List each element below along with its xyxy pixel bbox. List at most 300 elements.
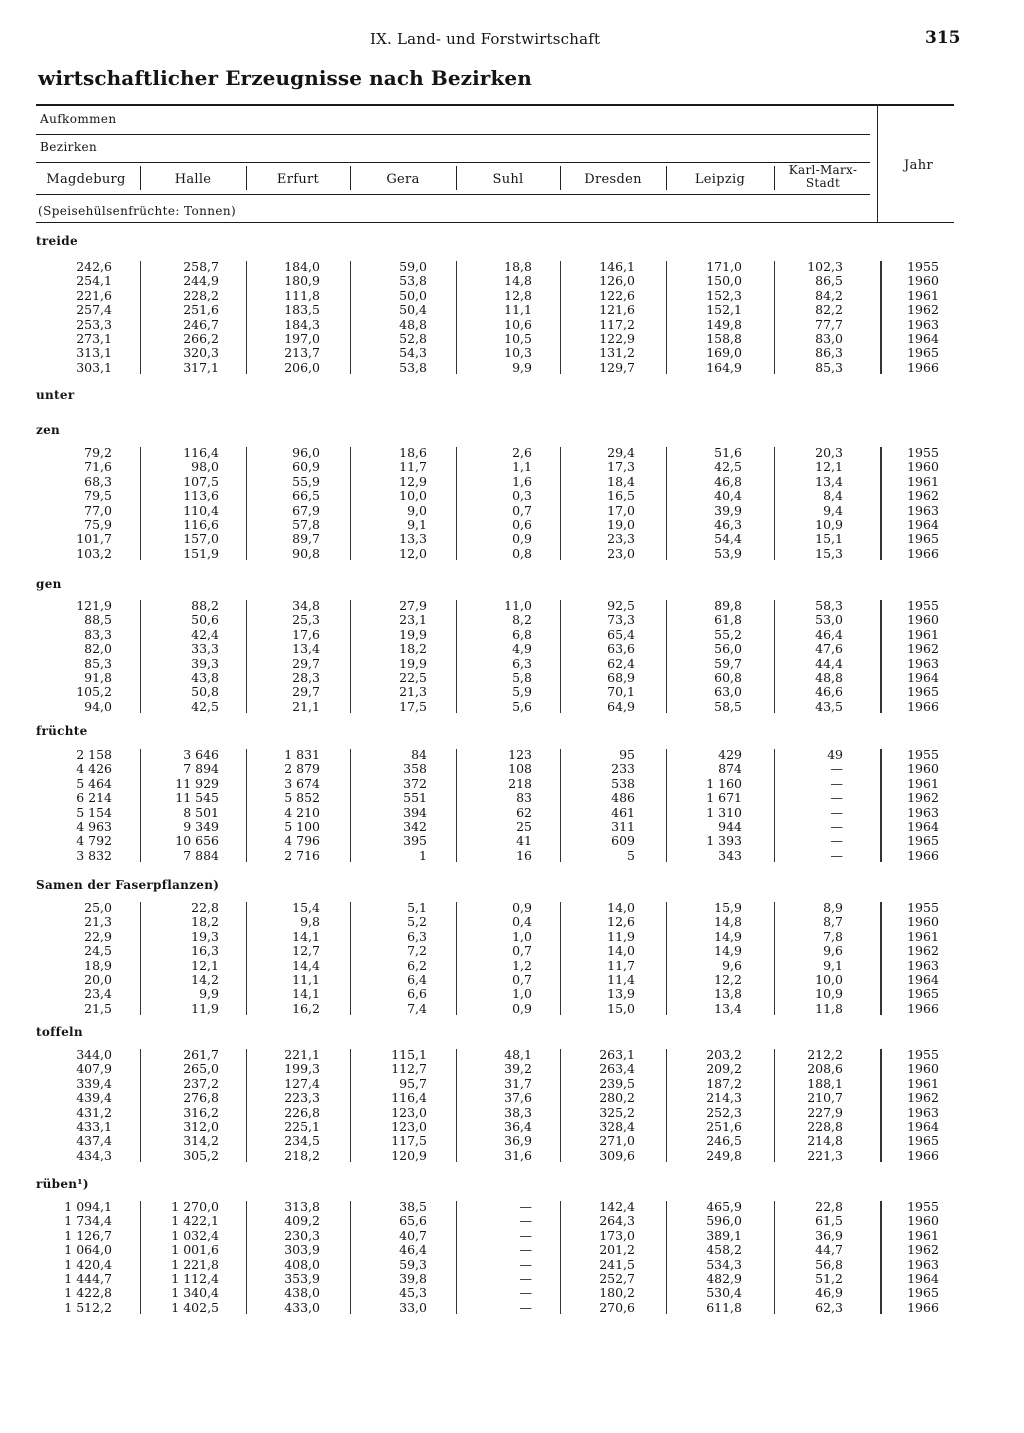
value-cell: 395 — [403, 833, 427, 849]
table-row — [0, 1077, 1024, 1091]
value-cell: 1 064,0 — [64, 1242, 112, 1258]
table-row — [0, 700, 1024, 714]
value-cell: 7,2 — [407, 943, 427, 959]
value-cell: 13,4 — [815, 473, 843, 489]
value-cell: 21,5 — [84, 1000, 112, 1016]
header-bottom-rule — [36, 222, 954, 223]
value-cell: 11,0 — [504, 598, 532, 613]
value-cell: 8,4 — [823, 488, 843, 504]
value-cell: 1 340,4 — [171, 1285, 219, 1301]
table-row — [0, 777, 1024, 791]
year-cell: 1963 — [907, 957, 939, 973]
table-row — [0, 460, 1024, 474]
table-row — [0, 657, 1024, 671]
rule-bezirken — [36, 162, 870, 163]
value-cell: 270,6 — [599, 1299, 635, 1315]
value-cell: 9,1 — [823, 957, 843, 973]
value-cell: 16,3 — [191, 943, 219, 959]
value-cell: 266,2 — [183, 331, 219, 346]
value-cell: 17,0 — [607, 502, 635, 518]
table-row — [0, 685, 1024, 699]
value-cell: 9,8 — [300, 914, 320, 930]
value-cell: 14,1 — [292, 928, 320, 944]
value-cell: 408,0 — [284, 1256, 320, 1272]
value-cell: 123,0 — [391, 1119, 427, 1134]
value-cell: — — [519, 1213, 532, 1229]
value-cell: 465,9 — [706, 1199, 742, 1214]
value-cell: 6,8 — [512, 626, 532, 642]
table-row — [0, 1229, 1024, 1243]
value-cell: 103,2 — [76, 545, 112, 561]
value-cell: 50,8 — [191, 684, 219, 700]
year-column-rule — [877, 104, 878, 222]
value-cell: 79,5 — [84, 488, 112, 504]
value-cell: 305,2 — [183, 1147, 219, 1163]
colhead-sep-3 — [350, 166, 351, 190]
value-cell: 46,9 — [815, 1285, 843, 1301]
value-cell: 18,6 — [399, 445, 427, 460]
value-cell: 358 — [403, 761, 427, 777]
value-cell: 60,8 — [714, 670, 742, 685]
value-cell: 208,6 — [807, 1061, 843, 1077]
value-cell: 14,0 — [607, 943, 635, 959]
table-row — [0, 671, 1024, 685]
value-cell: 611,8 — [706, 1299, 742, 1315]
value-cell: 56,0 — [714, 641, 742, 657]
value-cell: 6,4 — [407, 972, 427, 987]
value-cell: 17,6 — [292, 626, 320, 642]
value-cell: 122,9 — [599, 331, 635, 346]
value-cell: 9,6 — [823, 943, 843, 959]
value-cell: 149,8 — [706, 316, 742, 332]
value-cell: 38,3 — [504, 1104, 532, 1120]
colhead-erfurt: Erfurt — [276, 172, 320, 187]
value-cell: 1 831 — [284, 747, 320, 762]
year-header: Jahr — [904, 158, 934, 173]
value-cell: 0,9 — [512, 900, 532, 915]
value-cell: 42,5 — [714, 459, 742, 475]
value-cell: 23,4 — [84, 986, 112, 1002]
value-cell: 1,0 — [512, 928, 532, 944]
year-cell: 1962 — [907, 302, 939, 318]
value-cell: 123 — [508, 747, 532, 762]
colhead-magdeburg: Magdeburg — [46, 172, 126, 187]
value-cell: 12,0 — [399, 545, 427, 561]
value-cell: 5 852 — [284, 790, 320, 806]
value-cell: 50,6 — [191, 612, 219, 628]
value-cell: 1 126,7 — [64, 1227, 112, 1243]
year-cell: 1965 — [907, 833, 939, 849]
value-cell: 53,0 — [815, 612, 843, 628]
year-cell: 1966 — [907, 1147, 939, 1163]
value-cell: 1 160 — [706, 775, 742, 791]
value-cell: 2 879 — [284, 761, 320, 777]
value-cell: 429 — [718, 747, 742, 762]
year-cell: 1964 — [907, 331, 939, 346]
value-cell: 48,8 — [815, 670, 843, 685]
value-cell: 0,9 — [512, 531, 532, 547]
rule-columns — [36, 194, 870, 195]
value-cell: 13,8 — [714, 986, 742, 1002]
value-cell: 22,9 — [84, 928, 112, 944]
value-cell: 18,4 — [607, 473, 635, 489]
value-cell: — — [830, 819, 843, 834]
value-cell: 251,6 — [183, 302, 219, 318]
value-cell: 19,9 — [399, 626, 427, 642]
year-cell: 1955 — [907, 445, 939, 460]
value-cell: 226,8 — [284, 1104, 320, 1120]
colhead-karl-marx-line1: Karl-Marx- — [788, 163, 858, 177]
value-cell: 212,2 — [807, 1047, 843, 1062]
value-cell: 117,2 — [599, 316, 635, 332]
year-cell: 1962 — [907, 790, 939, 806]
value-cell: 221,6 — [76, 287, 112, 303]
value-cell: 7,8 — [823, 928, 843, 944]
value-cell: 84 — [411, 747, 427, 762]
value-cell: 6,6 — [407, 986, 427, 1002]
value-cell: 55,9 — [292, 473, 320, 489]
value-cell: 5 — [627, 847, 635, 863]
value-cell: 228,2 — [183, 287, 219, 303]
colhead-leipzig: Leipzig — [694, 172, 746, 187]
value-cell: 1 671 — [706, 790, 742, 806]
value-cell: 8,2 — [512, 612, 532, 628]
value-cell: 12,7 — [292, 943, 320, 959]
value-cell: 152,1 — [706, 302, 742, 318]
value-cell: 180,2 — [599, 1285, 635, 1301]
year-cell: 1960 — [907, 459, 939, 475]
value-cell: 102,3 — [807, 259, 843, 274]
value-cell: 82,2 — [815, 302, 843, 318]
value-cell: 33,0 — [399, 1299, 427, 1315]
value-cell: 29,4 — [607, 445, 635, 460]
value-cell: 19,3 — [191, 928, 219, 944]
value-cell: 0,6 — [512, 517, 532, 532]
value-cell: 6 214 — [76, 790, 112, 806]
value-cell: 63,0 — [714, 684, 742, 700]
value-cell: 65,4 — [607, 626, 635, 642]
value-cell: 1 444,7 — [64, 1271, 112, 1286]
value-cell: 11,8 — [815, 1000, 843, 1016]
value-cell: — — [519, 1256, 532, 1272]
table-row — [0, 303, 1024, 317]
value-cell: 90,8 — [292, 545, 320, 561]
year-cell: 1955 — [907, 747, 939, 762]
value-cell: 164,9 — [706, 359, 742, 375]
value-cell: 25,3 — [292, 612, 320, 628]
value-cell: 242,6 — [76, 259, 112, 274]
table-row — [0, 806, 1024, 820]
year-cell: 1966 — [907, 1000, 939, 1016]
value-cell: 16,5 — [607, 488, 635, 504]
value-cell: 225,1 — [284, 1119, 320, 1134]
value-cell: 58,5 — [714, 698, 742, 714]
section-label: rüben¹) — [36, 1177, 89, 1191]
value-cell: 19,0 — [607, 517, 635, 532]
value-cell: 17,5 — [399, 698, 427, 714]
value-cell: 112,7 — [391, 1061, 427, 1077]
value-cell: 20,3 — [815, 445, 843, 460]
year-cell: 1966 — [907, 698, 939, 714]
value-cell: 4,9 — [512, 641, 532, 657]
value-cell: 9,4 — [823, 502, 843, 518]
year-cell: 1964 — [907, 1271, 939, 1286]
table-row — [0, 446, 1024, 460]
page-title: wirtschaftlicher Erzeugnisse nach Bezirken — [38, 66, 532, 90]
value-cell: 96,0 — [292, 445, 320, 460]
value-cell: 36,9 — [504, 1133, 532, 1149]
value-cell: 59,0 — [399, 259, 427, 274]
table-row — [0, 346, 1024, 360]
value-cell: 343 — [718, 847, 742, 863]
year-cell: 1955 — [907, 259, 939, 274]
value-cell: 251,6 — [706, 1119, 742, 1134]
subgroup-label: Bezirken — [40, 140, 98, 154]
value-cell: 65,6 — [399, 1213, 427, 1229]
table-row — [0, 1286, 1024, 1300]
value-cell: 534,3 — [706, 1256, 742, 1272]
value-cell: 77,7 — [815, 316, 843, 332]
value-cell: 253,3 — [76, 316, 112, 332]
table-row — [0, 915, 1024, 929]
table-row — [0, 489, 1024, 503]
value-cell: 252,3 — [706, 1104, 742, 1120]
value-cell: 14,4 — [292, 957, 320, 973]
value-cell: 210,7 — [807, 1090, 843, 1106]
value-cell: 86,5 — [815, 273, 843, 289]
value-cell: 70,1 — [607, 684, 635, 700]
year-cell: 1964 — [907, 1119, 939, 1134]
value-cell: 13,4 — [292, 641, 320, 657]
value-cell: — — [519, 1271, 532, 1286]
value-cell: 60,9 — [292, 459, 320, 475]
value-cell: 1 393 — [706, 833, 742, 849]
value-cell: 8 501 — [183, 804, 219, 820]
value-cell: 101,7 — [76, 531, 112, 547]
value-cell: 1,0 — [512, 986, 532, 1002]
table-row — [0, 547, 1024, 561]
value-cell: 12,2 — [714, 972, 742, 987]
value-cell: 39,2 — [504, 1061, 532, 1077]
year-cell: 1962 — [907, 488, 939, 504]
value-cell: 66,5 — [292, 488, 320, 504]
value-cell: 8,7 — [823, 914, 843, 930]
value-cell: 64,9 — [607, 698, 635, 714]
table-row — [0, 628, 1024, 642]
value-cell: 111,8 — [284, 287, 320, 303]
value-cell: — — [830, 790, 843, 806]
year-cell: 1962 — [907, 641, 939, 657]
table-row — [0, 1048, 1024, 1062]
value-cell: 110,4 — [183, 502, 219, 518]
value-cell: 551 — [403, 790, 427, 806]
value-cell: 1 734,4 — [64, 1213, 112, 1229]
value-cell: 2 158 — [76, 747, 112, 762]
value-cell: 276,8 — [183, 1090, 219, 1106]
year-cell: 1960 — [907, 914, 939, 930]
value-cell: 14,2 — [191, 972, 219, 987]
value-cell: 0,7 — [512, 502, 532, 518]
value-cell: 11 929 — [175, 775, 219, 791]
value-cell: 13,9 — [607, 986, 635, 1002]
value-cell: 12,9 — [399, 473, 427, 489]
value-cell: 16,2 — [292, 1000, 320, 1016]
value-cell: 29,7 — [292, 684, 320, 700]
value-cell: 95,7 — [399, 1075, 427, 1091]
value-cell: 325,2 — [599, 1104, 635, 1120]
colhead-gera: Gera — [386, 172, 420, 187]
value-cell: 48,1 — [504, 1047, 532, 1062]
year-cell: 1964 — [907, 670, 939, 685]
colhead-sep-7 — [774, 166, 775, 190]
value-cell: 482,9 — [706, 1271, 742, 1286]
value-cell: 85,3 — [815, 359, 843, 375]
table-row — [0, 944, 1024, 958]
value-cell: 486 — [611, 790, 635, 806]
table-row — [0, 318, 1024, 332]
value-cell: 261,7 — [183, 1047, 219, 1062]
value-cell: 36,4 — [504, 1119, 532, 1134]
table-row — [0, 260, 1024, 274]
value-cell: 131,2 — [599, 345, 635, 361]
table-row — [0, 332, 1024, 346]
value-cell: 1 422,8 — [64, 1285, 112, 1301]
value-cell: 51,2 — [815, 1271, 843, 1286]
value-cell: 56,8 — [815, 1256, 843, 1272]
value-cell: 105,2 — [76, 684, 112, 700]
value-cell: 263,4 — [599, 1061, 635, 1077]
value-cell: 9 349 — [183, 819, 219, 834]
value-cell: 10,9 — [815, 517, 843, 532]
value-cell: 169,0 — [706, 345, 742, 361]
value-cell: 39,9 — [714, 502, 742, 518]
value-cell: 41 — [516, 833, 532, 849]
table-row — [0, 1243, 1024, 1257]
value-cell: 10,0 — [815, 972, 843, 987]
value-cell: 1 094,1 — [64, 1199, 112, 1214]
value-cell: 311 — [611, 819, 635, 834]
value-cell: 59,7 — [714, 655, 742, 671]
value-cell: 18,8 — [504, 259, 532, 274]
value-cell: 21,3 — [399, 684, 427, 700]
value-cell: 317,1 — [183, 359, 219, 375]
value-cell: 316,2 — [183, 1104, 219, 1120]
value-cell: 13,3 — [399, 531, 427, 547]
value-cell: 120,9 — [391, 1147, 427, 1163]
value-cell: 43,8 — [191, 670, 219, 685]
value-cell: 2 716 — [284, 847, 320, 863]
value-cell: 254,1 — [76, 273, 112, 289]
value-cell: 116,4 — [391, 1090, 427, 1106]
value-cell: 47,6 — [815, 641, 843, 657]
value-cell: 433,1 — [76, 1119, 112, 1134]
value-cell: 11,9 — [607, 928, 635, 944]
value-cell: 11,1 — [504, 302, 532, 318]
value-cell: 88,5 — [84, 612, 112, 628]
value-cell: 10,0 — [399, 488, 427, 504]
value-cell: 33,3 — [191, 641, 219, 657]
year-cell: 1960 — [907, 1061, 939, 1077]
value-cell: 184,0 — [284, 259, 320, 274]
value-cell: 9,1 — [407, 517, 427, 532]
value-cell: 31,7 — [504, 1075, 532, 1091]
year-cell: 1964 — [907, 972, 939, 987]
year-cell: 1962 — [907, 943, 939, 959]
value-cell: 312,0 — [183, 1119, 219, 1134]
value-cell: 4 796 — [284, 833, 320, 849]
table-row — [0, 1062, 1024, 1076]
value-cell: 48,8 — [399, 316, 427, 332]
value-cell: 17,3 — [607, 459, 635, 475]
value-cell: 438,0 — [284, 1285, 320, 1301]
rule-aufkommen — [36, 134, 870, 135]
year-cell: 1955 — [907, 598, 939, 613]
table-row — [0, 987, 1024, 1001]
value-cell: 246,5 — [706, 1133, 742, 1149]
table-row — [0, 1258, 1024, 1272]
value-cell: 0,7 — [512, 972, 532, 987]
value-cell: 214,8 — [807, 1133, 843, 1149]
value-cell: 68,3 — [84, 473, 112, 489]
value-cell: 122,6 — [599, 287, 635, 303]
value-cell: 258,7 — [183, 259, 219, 274]
value-cell: 13,4 — [714, 1000, 742, 1016]
value-cell: 437,4 — [76, 1133, 112, 1149]
value-cell: 22,8 — [191, 900, 219, 915]
value-cell: 394 — [403, 804, 427, 820]
value-cell: 14,1 — [292, 986, 320, 1002]
value-cell: 4 963 — [76, 819, 112, 834]
table-row — [0, 1120, 1024, 1134]
value-cell: 264,3 — [599, 1213, 635, 1229]
value-cell: 23,3 — [607, 531, 635, 547]
value-cell: 46,3 — [714, 517, 742, 532]
value-cell: 303,9 — [284, 1242, 320, 1258]
colhead-sep-6 — [666, 166, 667, 190]
colhead-sep-1 — [140, 166, 141, 190]
value-cell: 79,2 — [84, 445, 112, 460]
value-cell: 157,0 — [183, 531, 219, 547]
value-cell: 944 — [718, 819, 742, 834]
value-cell: 184,3 — [284, 316, 320, 332]
value-cell: 433,0 — [284, 1299, 320, 1315]
year-cell: 1960 — [907, 273, 939, 289]
value-cell: 342 — [403, 819, 427, 834]
year-cell: 1963 — [907, 502, 939, 518]
value-cell: 0,3 — [512, 488, 532, 504]
section-label: unter — [36, 388, 75, 402]
value-cell: 123,0 — [391, 1104, 427, 1120]
value-cell: 53,9 — [714, 545, 742, 561]
value-cell: 44,7 — [815, 1242, 843, 1258]
value-cell: 206,0 — [284, 359, 320, 375]
value-cell: 54,3 — [399, 345, 427, 361]
value-cell: 1 221,8 — [171, 1256, 219, 1272]
year-cell: 1965 — [907, 1133, 939, 1149]
value-cell: 61,5 — [815, 1213, 843, 1229]
value-cell: 39,8 — [399, 1271, 427, 1286]
table-row — [0, 1149, 1024, 1163]
table-row — [0, 959, 1024, 973]
value-cell: 209,2 — [706, 1061, 742, 1077]
value-cell: 21,1 — [292, 698, 320, 714]
value-cell: 7,4 — [407, 1000, 427, 1016]
value-cell: 265,0 — [183, 1061, 219, 1077]
value-cell: 18,2 — [399, 641, 427, 657]
table-row — [0, 289, 1024, 303]
value-cell: 83,0 — [815, 331, 843, 346]
table-row — [0, 1301, 1024, 1315]
